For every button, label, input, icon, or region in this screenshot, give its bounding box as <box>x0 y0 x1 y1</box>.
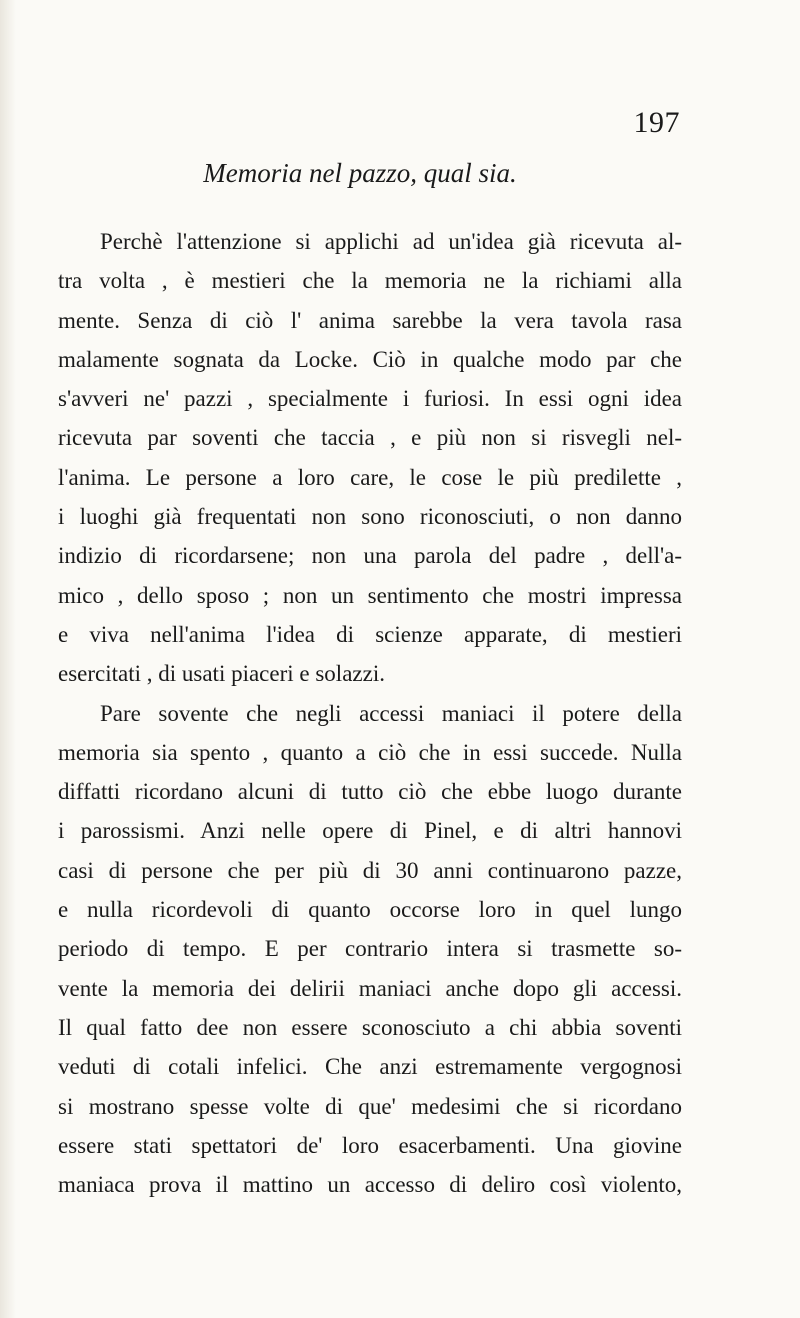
text-line: veduti di cotali infelici. Che anzi estremamente vergognosi <box>58 1054 682 1080</box>
text-line: mico , dello sposo ; non un sentimento che mostri impressa <box>58 582 682 608</box>
text-line: e viva nell'anima l'idea di scienze apparate, di mestieri <box>58 621 682 647</box>
page-number: 197 <box>633 106 680 139</box>
text-line: maniaca prova il mattino un accesso di deliro così violento, <box>58 1172 682 1198</box>
text-line: Il qual fatto dee non essere sconosciuto a chi abbia soventi <box>58 1014 682 1040</box>
text-line: diffatti ricordano alcuni di tutto ciò che ebbe luogo durante <box>58 779 682 805</box>
text-line: Perchè l'attenzione si applichi ad un'idea già ricevuta al- <box>100 229 682 254</box>
text-line: indizio di ricordarsene; non una parola del padre , dell'a- <box>58 543 682 569</box>
text-line: i luoghi già frequentati non sono riconosciuti, o non danno <box>58 504 682 530</box>
text-line: i parossismi. Anzi nelle opere di Pinel, e di altri hannovi <box>58 818 682 844</box>
text-line: memoria sia spento , quanto a ciò che in essi succede. Nulla <box>58 739 682 765</box>
text-line: essere stati spettatori de' loro esacerbamenti. Una giovine <box>58 1132 682 1158</box>
text-line: s'avveri ne' pazzi , specialmente i furiosi. In essi ogni idea <box>58 386 682 412</box>
text-line: Pare sovente che negli accessi maniaci il potere della <box>100 700 682 726</box>
text-line: malamente sognata da Locke. Ciò in qualche modo par che <box>58 346 682 372</box>
body-text <box>58 222 682 1204</box>
text-line: vente la memoria dei delirii maniaci anche dopo gli accessi. <box>58 975 682 1001</box>
text-line: esercitati , di usati piaceri e solazzi. <box>58 661 385 687</box>
text-line: casi di persone che per più di 30 anni continuarono pazze, <box>58 857 682 883</box>
text-line: l'anima. Le persone a loro care, le cose le più predilette , <box>58 464 682 490</box>
text-line: mente. Senza di ciò l' anima sarebbe la vera tavola rasa <box>58 307 682 333</box>
text-line: e nulla ricordevoli di quanto occorse loro in quel lungo <box>58 897 682 923</box>
chapter-title: Memoria nel pazzo, qual sia. <box>203 158 517 188</box>
text-line: ricevuta par soventi che taccia , e più non si risvegli nel- <box>58 425 682 451</box>
text-line: periodo di tempo. E per contrario intera si trasmette so- <box>58 936 682 962</box>
text-line: si mostrano spesse volte di que' medesimi che si ricordano <box>58 1093 682 1119</box>
text-line: tra volta , è mestieri che la memoria ne la richiami alla <box>58 268 682 294</box>
page-gutter-shadow <box>0 0 16 1318</box>
